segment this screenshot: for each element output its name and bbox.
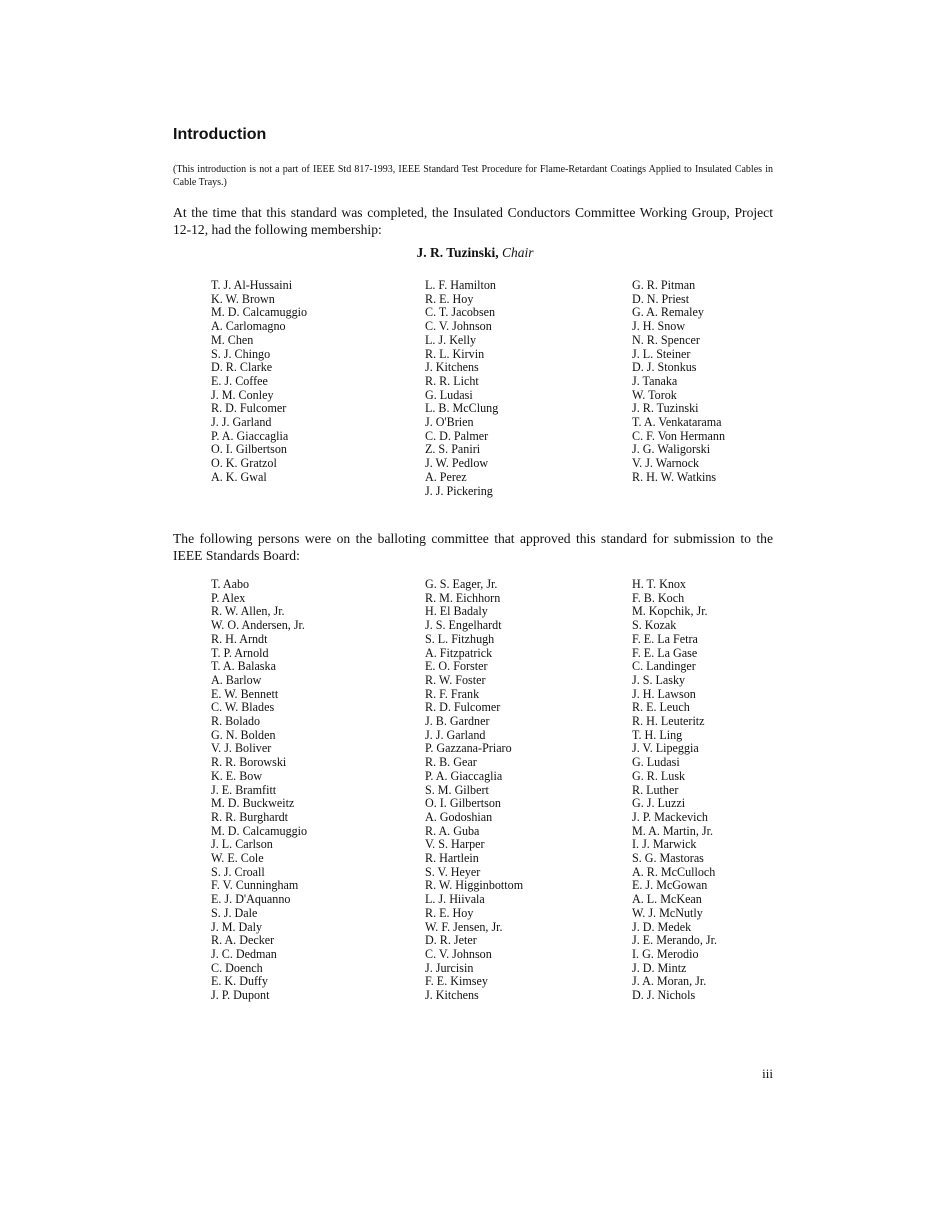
- member-name: M. D. Buckweitz: [211, 796, 295, 811]
- member-name: J. P. Dupont: [211, 988, 270, 1003]
- member-name: J. H. Lawson: [632, 686, 696, 701]
- member-name: J. E. Merando, Jr.: [632, 933, 717, 948]
- member-name: S. J. Dale: [211, 905, 258, 920]
- member-name: R. E. Hoy: [425, 905, 474, 920]
- chair-line: [0, 245, 950, 261]
- member-name: G. J. Luzzi: [632, 796, 686, 811]
- member-name: J. S. Engelhardt: [425, 618, 502, 633]
- member-name: G. Ludasi: [425, 387, 473, 402]
- member-name: R. E. Hoy: [425, 291, 474, 306]
- member-name: W. O. Andersen, Jr.: [211, 618, 305, 633]
- member-name: P. Alex: [211, 590, 246, 605]
- member-name: T. A. Balaska: [211, 659, 276, 674]
- intro-note: (This introduction is not a part of IEEE Std 817-1993, IEEE Standard Test Procedure for Flame-Retardant Coatings Applied to Insulated Cables in Cable Trays.): [173, 164, 773, 188]
- member-name: H. T. Knox: [632, 577, 686, 591]
- chair-role: Chair: [502, 245, 534, 260]
- balloting-column-3: [632, 578, 717, 1003]
- member-name: J. L. Steiner: [632, 346, 691, 361]
- member-name: J. M. Conley: [211, 387, 274, 402]
- member-name: R. Luther: [632, 782, 679, 797]
- member-name: R. W. Foster: [425, 672, 486, 687]
- member-name: A. K. Gwal: [211, 469, 267, 484]
- member-name: V. S. Harper: [425, 837, 485, 852]
- member-name: P. A. Giaccaglia: [211, 428, 289, 443]
- member-name: F. E. La Gase: [632, 645, 698, 660]
- working-group-column-1: [211, 279, 307, 485]
- member-name: G. N. Bolden: [211, 727, 276, 742]
- member-name: R. W. Allen, Jr.: [211, 604, 285, 619]
- member-name: J. W. Pedlow: [425, 456, 489, 471]
- member-name: O. K. Gratzol: [211, 456, 277, 471]
- member-name: J. D. Medek: [632, 919, 692, 934]
- member-name: R. A. Guba: [425, 823, 480, 838]
- balloting-paragraph: The following persons were on the balloting committee that approved this standard for submission to the IEEE Standards Board:: [173, 531, 773, 563]
- member-name: N. R. Spencer: [632, 332, 700, 347]
- member-name: J. Tanaka: [632, 373, 678, 388]
- member-name: R. F. Frank: [425, 686, 480, 701]
- member-name: C. V. Johnson: [425, 319, 492, 334]
- member-name: J. J. Garland: [425, 727, 486, 742]
- member-name: C. Doench: [211, 960, 263, 975]
- member-name: T. H. Ling: [632, 727, 683, 742]
- member-name: J. L. Carlson: [211, 837, 273, 852]
- working-group-column-3: [632, 279, 725, 485]
- member-name: I. G. Merodio: [632, 946, 699, 961]
- member-name: J. R. Tuzinski: [632, 401, 699, 416]
- member-name: J. G. Waligorski: [632, 442, 711, 457]
- member-name: S. G. Mastoras: [632, 851, 704, 866]
- member-name: R. H. Arndt: [211, 631, 268, 646]
- member-name: D. J. Nichols: [632, 988, 696, 1003]
- member-name: S. V. Heyer: [425, 864, 481, 879]
- member-name: S. L. Fitzhugh: [425, 631, 495, 646]
- member-name: J. Jurcisin: [425, 960, 474, 975]
- member-name: E. J. Coffee: [211, 373, 268, 388]
- member-name: O. I. Gilbertson: [211, 442, 287, 457]
- member-name: I. J. Marwick: [632, 837, 697, 852]
- member-name: T. Aabo: [211, 577, 250, 591]
- member-name: C. W. Blades: [211, 700, 275, 715]
- member-name: W. J. McNutly: [632, 905, 703, 920]
- member-name: A. Fitzpatrick: [425, 645, 493, 660]
- member-name: G. Ludasi: [632, 755, 680, 770]
- member-name: D. N. Priest: [632, 291, 690, 306]
- member-name: W. F. Jensen, Jr.: [425, 919, 503, 934]
- member-name: L. J. Kelly: [425, 332, 477, 347]
- member-name: O. I. Gilbertson: [425, 796, 501, 811]
- member-name: A. Godoshian: [425, 809, 493, 824]
- member-name: J. V. Lipeggia: [632, 741, 699, 756]
- member-name: J. E. Bramfitt: [211, 782, 277, 797]
- member-name: G. R. Pitman: [632, 278, 696, 292]
- member-name: J. Kitchens: [425, 360, 479, 375]
- member-name: M. Chen: [211, 332, 254, 347]
- member-name: C. F. Von Hermann: [632, 428, 725, 443]
- member-name: W. E. Cole: [211, 851, 264, 866]
- member-name: C. V. Johnson: [425, 946, 492, 961]
- member-name: M. Kopchik, Jr.: [632, 604, 708, 619]
- member-name: R. Bolado: [211, 714, 261, 729]
- member-name: A. Perez: [425, 469, 467, 484]
- member-name: R. R. Licht: [425, 373, 479, 388]
- member-name: J. D. Mintz: [632, 960, 687, 975]
- member-name: J. J. Garland: [211, 415, 272, 430]
- member-name: R. H. Leuteritz: [632, 714, 705, 729]
- member-name: G. A. Remaley: [632, 305, 704, 320]
- member-name: D. J. Stonkus: [632, 360, 697, 375]
- member-name: D. R. Jeter: [425, 933, 477, 948]
- member-name: V. J. Boliver: [211, 741, 272, 756]
- member-name: E. J. D'Aquanno: [211, 892, 291, 907]
- member-name: F. E. La Fetra: [632, 631, 698, 646]
- member-name: C. D. Palmer: [425, 428, 489, 443]
- member-name: L. B. McClung: [425, 401, 499, 416]
- member-name: F. B. Koch: [632, 590, 685, 605]
- member-name: C. Landinger: [632, 659, 696, 674]
- member-name: E. O. Forster: [425, 659, 488, 674]
- member-name: J. C. Dedman: [211, 946, 277, 961]
- member-name: M. A. Martin, Jr.: [632, 823, 713, 838]
- section-heading: Introduction: [173, 126, 267, 143]
- chair-name: J. R. Tuzinski,: [416, 245, 499, 260]
- member-name: K. W. Brown: [211, 291, 275, 306]
- balloting-column-2: [425, 578, 523, 1003]
- member-name: F. E. Kimsey: [425, 974, 488, 989]
- member-name: D. R. Clarke: [211, 360, 273, 375]
- member-name: A. Carlomagno: [211, 319, 286, 334]
- member-name: V. J. Warnock: [632, 456, 700, 471]
- member-name: R. R. Borowski: [211, 755, 287, 770]
- member-name: C. T. Jacobsen: [425, 305, 496, 320]
- member-name: P. A. Giaccaglia: [425, 768, 503, 783]
- membership-paragraph: At the time that this standard was completed, the Insulated Conductors Committee Working Group, Project 12-12, had the following membership:: [173, 205, 773, 237]
- member-name: L. J. Hiivala: [425, 892, 485, 907]
- member-name: R. H. W. Watkins: [632, 469, 717, 484]
- member-name: E. J. McGowan: [632, 878, 708, 893]
- member-name: E. K. Duffy: [211, 974, 268, 989]
- member-name: J. B. Gardner: [425, 714, 490, 729]
- member-name: J. Kitchens: [425, 988, 479, 1003]
- member-name: R. M. Eichhorn: [425, 590, 501, 605]
- working-group-column-2: [425, 279, 498, 498]
- member-name: J. J. Pickering: [425, 483, 493, 498]
- member-name: R. Hartlein: [425, 851, 479, 866]
- member-name: A. R. McCulloch: [632, 864, 716, 879]
- member-name: M. D. Calcamuggio: [211, 305, 308, 320]
- member-name: E. W. Bennett: [211, 686, 279, 701]
- member-name: T. A. Venkatarama: [632, 415, 722, 430]
- member-name: R. A. Decker: [211, 933, 275, 948]
- member-name: T. J. Al-Hussaini: [211, 278, 293, 292]
- member-name: P. Gazzana-Priaro: [425, 741, 512, 756]
- member-name: A. Barlow: [211, 672, 262, 687]
- member-name: S. J. Chingo: [211, 346, 271, 361]
- member-name: M. D. Calcamuggio: [211, 823, 308, 838]
- member-name: T. P. Arnold: [211, 645, 269, 660]
- member-name: R. R. Burghardt: [211, 809, 289, 824]
- member-name: R. W. Higginbottom: [425, 878, 524, 893]
- member-name: R. B. Gear: [425, 755, 477, 770]
- member-name: J. P. Mackevich: [632, 809, 708, 824]
- member-name: J. H. Snow: [632, 319, 686, 334]
- member-name: W. Torok: [632, 387, 677, 402]
- member-name: G. R. Lusk: [632, 768, 686, 783]
- member-name: J. S. Lasky: [632, 672, 686, 687]
- member-name: R. L. Kirvin: [425, 346, 485, 361]
- member-name: H. El Badaly: [425, 604, 488, 619]
- page-number: iii: [762, 1066, 773, 1081]
- member-name: J. A. Moran, Jr.: [632, 974, 707, 989]
- member-name: R. E. Leuch: [632, 700, 690, 715]
- member-name: J. O'Brien: [425, 415, 474, 430]
- member-name: G. S. Eager, Jr.: [425, 577, 498, 591]
- member-name: F. V. Cunningham: [211, 878, 299, 893]
- member-name: Z. S. Paniri: [425, 442, 481, 457]
- member-name: K. E. Bow: [211, 768, 263, 783]
- balloting-column-1: [211, 578, 307, 1003]
- member-name: R. D. Fulcomer: [211, 401, 287, 416]
- member-name: S. Kozak: [632, 618, 677, 633]
- member-name: L. F. Hamilton: [425, 278, 496, 292]
- member-name: R. D. Fulcomer: [425, 700, 501, 715]
- member-name: S. J. Croall: [211, 864, 265, 879]
- member-name: J. M. Daly: [211, 919, 263, 934]
- member-name: S. M. Gilbert: [425, 782, 489, 797]
- member-name: A. L. McKean: [632, 892, 702, 907]
